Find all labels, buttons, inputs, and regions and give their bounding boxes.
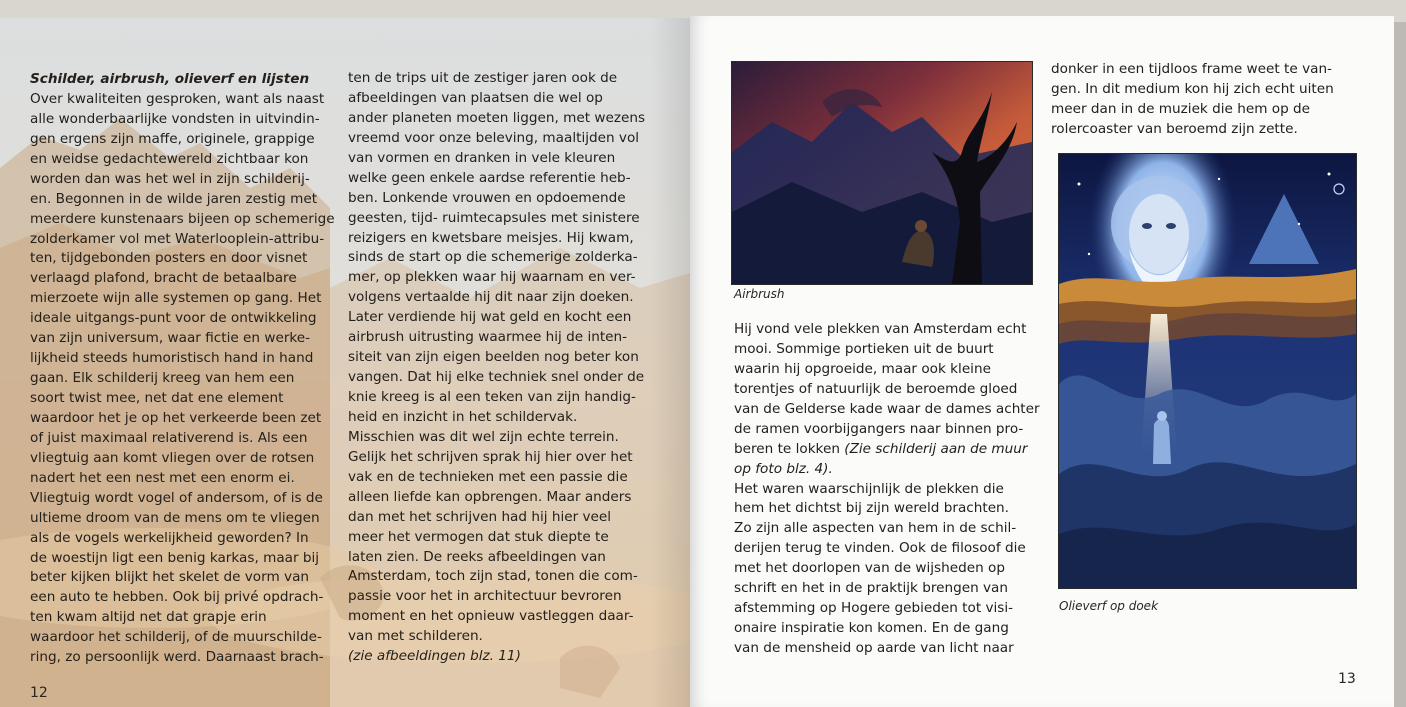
text-line: waardoor het schilderij, of de muurschilde- [30,629,322,646]
text-fragment: beren te lokken [734,440,840,457]
page-edge [1394,22,1406,707]
oil-painting [1058,153,1357,589]
text-line: rolercoaster van beroemd zijn zette. [1051,120,1298,137]
text-line: ander planeten moeten liggen, met wezens [348,109,646,126]
text-line: van vormen en dranken in vele kleuren [348,149,616,166]
text-line: als de vogels werkelijkheid geworden? In [30,529,309,546]
page-reference: op foto blz. 4). [734,460,833,477]
page-reference: (zie afbeeldingen blz. 11) [348,648,521,665]
text-line: sinds de start op die schemerige zolderka- [348,249,638,266]
right-page [690,16,1394,707]
text-line: waardoor het je op het verkeerde been zet [30,409,322,426]
text-line: welke geen enkele aardse referentie heb- [348,169,631,186]
airbrush-painting [731,61,1033,285]
text-line: waarin hij opgroeide, maar ook kleine [734,360,991,377]
text-line: alleen liefde kan opbrengen. Maar anders [348,488,632,505]
section-heading: Schilder, airbrush, olieverf en lijsten [30,71,310,87]
text-line: lijkheid steeds humoristisch hand in hand [30,350,314,367]
text-line: Over kwaliteiten gesproken, want als naast [30,90,325,107]
text-line: dan met het schrijven had hij hier veel [348,508,612,525]
text-line-with-reference [734,440,1034,460]
text-line: Zo zijn alle aspecten van hem in de schil- [734,520,1017,537]
text-line: gaan. Elk schilderij kreeg van hem een [30,370,295,387]
text-line: meer het vermogen dat stuk diepte te [348,528,609,545]
text-line: vreemd voor onze beleving, maaltijden vol [348,129,640,146]
text-line: mer, op plekken waar hij waarnam en ver- [348,269,636,286]
text-line: verlaagd plafond, bracht de betaalbare [30,270,297,287]
text-line: airbrush uitrusting waarmee hij de inten- [348,329,628,346]
text-line: de woestijn ligt een benig karkas, maar bij [30,549,320,566]
text-line: Misschien was dit wel zijn echte terrein. [348,428,619,445]
text-line: meerdere kunstenaars bijeen op schemerige [30,210,335,227]
text-line: ten de trips uit de zestiger jaren ook de [348,70,618,86]
text-line: afstemming op Hogere gebieden tot visi- [734,600,1014,617]
text-line: Gelijk het schrijven sprak hij hier over het [348,448,633,465]
text-line: beter kijken blijkt het skelet de vorm van [30,569,310,586]
gutter-shadow [650,18,690,707]
caption-oil-painting: Olieverf op doek [1059,599,1159,613]
text-line: Hij vond vele plekken van Amsterdam echt [734,321,1027,337]
text-line: Later verdiende hij wat geld en kocht een [348,309,632,326]
text-line: ten kwam altijd net dat grapje erin [30,609,267,626]
text-line: de ramen voorbijgangers naar binnen pro- [734,420,1024,437]
text-line: reizigers en kwetsbare meisjes. Hij kwam, [348,229,634,246]
text-line: alle wonderbaarlijke vondsten in uitvindin- [30,110,320,127]
text-line: van de Gelderse kade waar de dames achter [734,400,1040,417]
text-line: ring, zo persoonlijk werd. Daarnaast brach- [30,649,324,666]
text-line: met het doorlopen van de wijsheden op [734,560,1005,577]
text-line: ben. Lonkende vrouwen en opdoemende [348,189,626,206]
right-column-1 [734,320,1040,659]
page-number-left: 12 [30,685,48,701]
page-reference: (Zie schilderij aan de muur [844,440,1028,457]
text-line: worden dan was het wel in zijn schilderij- [30,170,310,187]
text-line: geesten, tijd- ruimtecapsules met sinistere [348,209,640,226]
text-line: volgens vertaalde hij dit naar zijn doeken. [348,289,634,306]
text-line: gen. In dit medium kon hij zich echt uiten [1051,80,1334,97]
text-line: siteit van zijn eigen beelden nog beter kon [348,349,639,366]
text-line: en. Begonnen in de wilde jaren zestig met [30,190,318,207]
text-line: soort twist mee, net dat ene element [30,390,284,406]
text-line: van met schilderen. [348,628,483,645]
text-line: mooi. Sommige portieken uit de buurt [734,340,994,357]
left-page [0,18,690,707]
text-line: schrift en het in de praktijk brengen van [734,580,1009,597]
text-line: ten, tijdgebonden posters en door visnet [30,250,308,267]
text-line: moment en het opnieuw vastleggen daar- [348,608,634,625]
text-line: afbeeldingen van plaatsen die wel op [348,89,603,106]
text-line: derijen terug te vinden. Ook de filosoof die [734,540,1026,557]
text-line: of juist maximaal relativerend is. Als een [30,429,308,446]
left-column-1 [30,70,335,668]
text-line: van de mensheid op aarde van licht naar [734,640,1014,656]
text-line: hem het dichtst bij zijn wereld brachten. [734,500,1009,517]
text-line: vak en de technieken met een passie die [348,468,628,485]
page-number-right: 13 [1338,671,1356,687]
text-line: vliegtuig aan komt vliegen over de rotsen [30,449,315,466]
text-line: van zijn universum, waar fictie en werke- [30,330,311,347]
text-line: ideale uitgangs-punt voor de ontwikkeling [30,310,317,327]
text-line: passie voor het in architectuur bevroren [348,588,622,605]
text-line: een auto te hebben. Ook bij privé opdrach- [30,589,324,606]
text-line: vangen. Dat hij elke techniek snel onder de [348,369,645,386]
text-line: laten zien. De reeks afbeeldingen van [348,548,606,565]
text-line: zolderkamer vol met Waterlooplein-attribu- [30,230,325,247]
caption-airbrush: Airbrush [734,287,785,301]
text-line: nadert het een nest met een enorm ei. [30,469,295,486]
text-line: onaire inspiratie kon komen. En de gang [734,620,1009,637]
text-line: Het waren waarschijnlijk de plekken die [734,480,1004,497]
text-line: en weidse gedachtewereld zichtbaar kon [30,150,309,167]
text-line: torentjes of natuurlijk de beroemde gloed [734,380,1018,397]
text-line: mierzoete wijn alle systemen op gang. Het [30,290,322,307]
right-column-2 [1051,60,1361,140]
text-line: Amsterdam, toch zijn stad, tonen die com- [348,568,638,585]
text-line: ultieme droom van de mens om te vliegen [30,509,320,526]
text-line: meer dan in de muziek die hem op de [1051,100,1311,117]
left-column-2 [348,69,648,667]
text-line: donker in een tijdloos frame weet te van- [1051,61,1332,77]
text-line: heid en inzicht in het schildervak. [348,408,578,425]
text-line: knie kreeg is al een teken van zijn handig- [348,389,636,405]
text-line: gen ergens zijn maffe, originele, grappige [30,130,315,147]
text-line: Vliegtuig wordt vogel of andersom, of is de [30,489,323,506]
